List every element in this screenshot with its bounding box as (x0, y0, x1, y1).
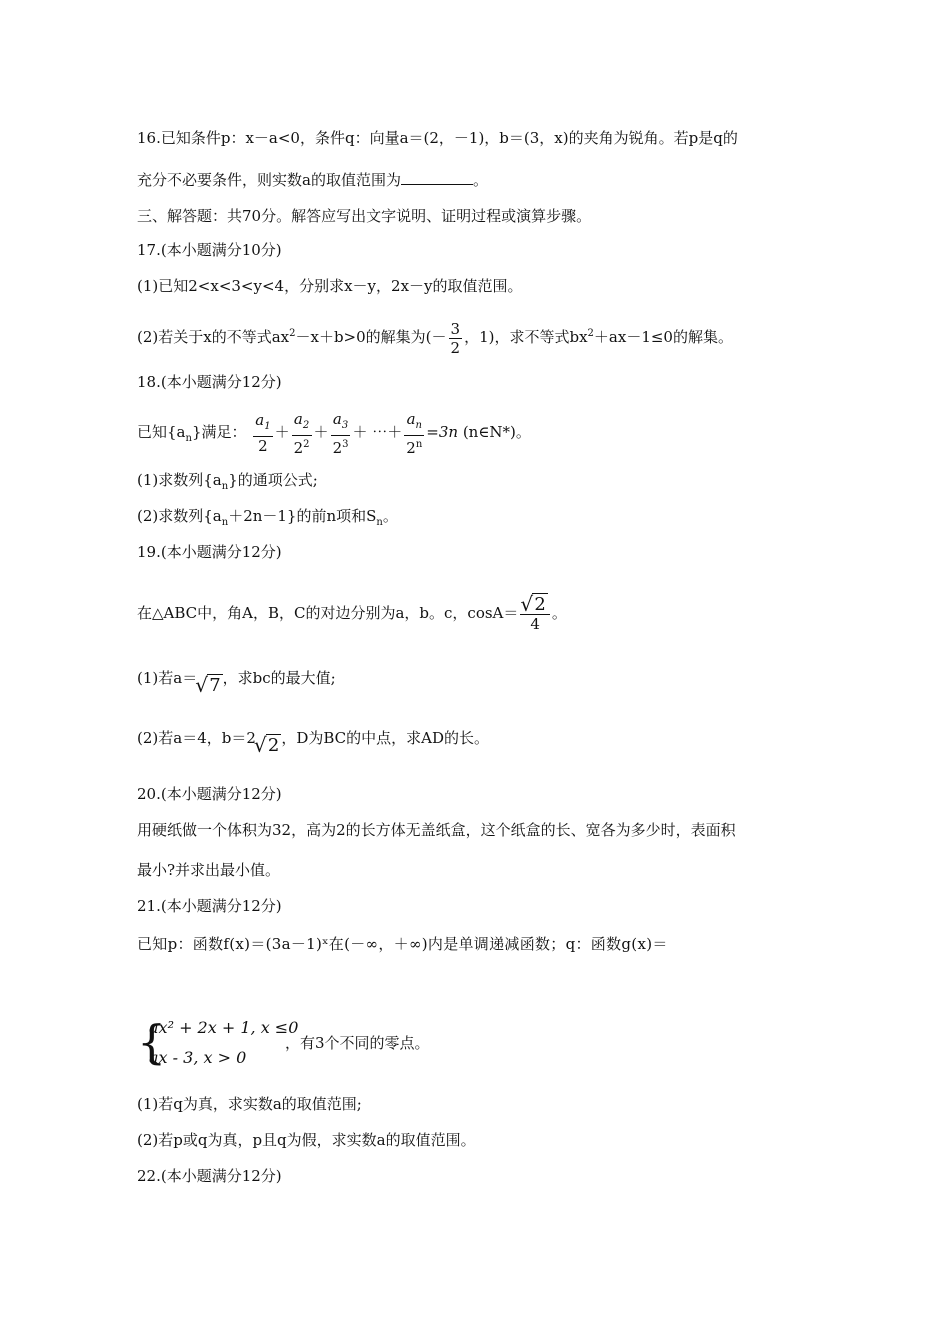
q17-part2 (137, 310, 733, 361)
q21-header: 21.(本小题满分12分) (137, 897, 282, 915)
q18-t3-pow: 3 (342, 438, 349, 450)
q18-p1-post: }的通项公式; (228, 471, 318, 489)
q19-part2 (137, 724, 490, 756)
q18-term-n (404, 410, 424, 457)
q17-p2-sup: 2 (289, 328, 296, 339)
q16-line2-end: 。 (472, 171, 488, 189)
q18-tn-num: a (406, 409, 416, 428)
piecewise-case-1: ax² + 2x + 1, x ≤0 (149, 1018, 299, 1037)
q19-p2-post: ，D为BC的中点，求AD的长。 (281, 729, 490, 747)
q18-t3-sub: 3 (341, 419, 349, 431)
q18-tn-pow: n (415, 438, 423, 450)
q18-t3-num: a (332, 409, 342, 428)
q18-rhs: =3n (426, 423, 459, 441)
q18-p2-sub: n (221, 517, 229, 528)
piecewise-case-2: ax - 3, x > 0 (149, 1048, 247, 1067)
q18-p2-pre: (2)求数列{a (137, 507, 222, 525)
q17-part1: (1)已知2<x<3<y<4，分别求x－y，2x－y的取值范围。 (137, 277, 523, 295)
q17-p2-pre: (2)若关于x的不等式ax (137, 328, 290, 346)
q19-header: 19.(本小题满分12分) (137, 543, 282, 561)
q18-t2-den: 2 (293, 438, 304, 457)
q19-given-pre: 在△ABC中，角A，B，C的对边分别为a，b。c，cosA＝ (137, 604, 519, 622)
q18-tn-den: 2 (406, 438, 416, 457)
q18-t2-num: a (293, 409, 303, 428)
q17-frac-num: 3 (450, 319, 461, 338)
q17-p2-end: ＋ax－1≤0的解集。 (593, 328, 733, 346)
q20-line1: 用硬纸做一个体积为32，高为2的长方体无盖纸盒，这个纸盒的长、宽各为多少时，表面积 (137, 821, 736, 839)
q16-line2-text: 充分不必要条件，则实数a的取值范围为 (137, 171, 401, 189)
q21-part1: (1)若q为真，求实数a的取值范围; (137, 1095, 362, 1113)
q17-fraction (449, 320, 463, 357)
q18-header: 18.(本小题满分12分) (137, 373, 282, 391)
q22-header: 22.(本小题满分12分) (137, 1167, 282, 1185)
q18-given-sub: n (185, 433, 192, 444)
q18-part2 (137, 506, 398, 533)
q19-p2-rad: 2 (267, 735, 280, 756)
q19-p1-pre: (1)若a＝ (137, 669, 198, 687)
q18-t2-sub: 2 (302, 419, 310, 431)
q18-p2-mid: ＋2n－1}的前n项和S (228, 507, 377, 525)
q18-p1-pre: (1)求数列{a (137, 471, 222, 489)
q16-line2 (137, 170, 488, 190)
q18-p2-sub2: n (376, 517, 383, 528)
q18-term2 (292, 410, 312, 457)
q17-p2-post: ，1)，求不等式bx (464, 328, 588, 346)
q18-tn-sub: n (415, 419, 422, 431)
q19-cos-den: 4 (530, 614, 540, 633)
q19-cos-rad: 2 (534, 593, 546, 615)
q17-frac-den: 2 (450, 338, 461, 357)
q17-p2-sup2: 2 (587, 328, 594, 339)
q16-line1: 16.已知条件p：x－a<0，条件q：向量a＝(2，－1)，b＝(3，x)的夹角为锐角。若p是q的 (137, 129, 738, 147)
q18-cond: (n∈N*)。 (458, 423, 531, 441)
q21-tail: ，有3个不同的零点。 (285, 1034, 430, 1052)
q18-dots: ＋ ⋯＋ (352, 423, 403, 441)
section-heading: 三、解答题：共70分。解答应写出文字说明、证明过程或演算步骤。 (137, 207, 592, 225)
left-brace: { (137, 1015, 167, 1069)
q18-given-pre: 已知{a (137, 423, 186, 441)
q17-p2-mid: －x＋b>0的解集为(－ (295, 328, 447, 346)
q18-part1 (137, 470, 318, 497)
q20-line2: 最小?并求出最小值。 (137, 861, 281, 879)
q18-p1-sub: n (221, 481, 229, 492)
q21-line1: 已知p：函数f(x)＝(3a－1)ˣ在(－∞，＋∞)内是单调递减函数；q：函数g(x)＝ (137, 935, 668, 953)
q18-t1-sub: 1 (264, 421, 271, 432)
q18-term1 (253, 411, 272, 455)
piecewise-function (137, 1014, 437, 1074)
q18-given: 已知$\{a_n\}$满足： $\frac{a_1}{2}$ ＋ $\frac{a_2}{2^2}$ ＋ $\frac{a_3}{2^3}$ ＋ ⋯＋ $\frac{a_n}{2^n}$ =3n (n∈N*)。 (137, 409, 531, 457)
q18-p2-post: 。 (382, 507, 398, 525)
q18-t1-den: 2 (258, 437, 268, 455)
q19-given-post: 。 (551, 604, 567, 622)
sqrt-symbol-2 (256, 732, 281, 760)
q19-p2-pre: (2)若a＝4，b＝2 (137, 729, 256, 747)
q19-cos-fraction (520, 593, 549, 633)
q21-part2: (2)若p或q为真，p且q为假，求实数a的取值范围。 (137, 1131, 476, 1149)
sqrt-symbol (197, 672, 222, 700)
q19-given (137, 586, 567, 640)
q18-term3 (331, 410, 351, 457)
q19-p1-rad: 7 (209, 675, 221, 696)
q19-part1 (137, 664, 336, 696)
q19-p1-post: ，求bc的最大值; (222, 669, 336, 687)
q18-given-mid: }满足： (191, 423, 247, 441)
q18-t3-den: 2 (332, 438, 343, 457)
q18-t2-pow: 2 (303, 438, 310, 450)
answer-blank (401, 170, 473, 185)
q20-header: 20.(本小题满分12分) (137, 785, 282, 803)
q17-header: 17.(本小题满分10分) (137, 241, 282, 259)
q18-t1-num: a (255, 411, 265, 429)
